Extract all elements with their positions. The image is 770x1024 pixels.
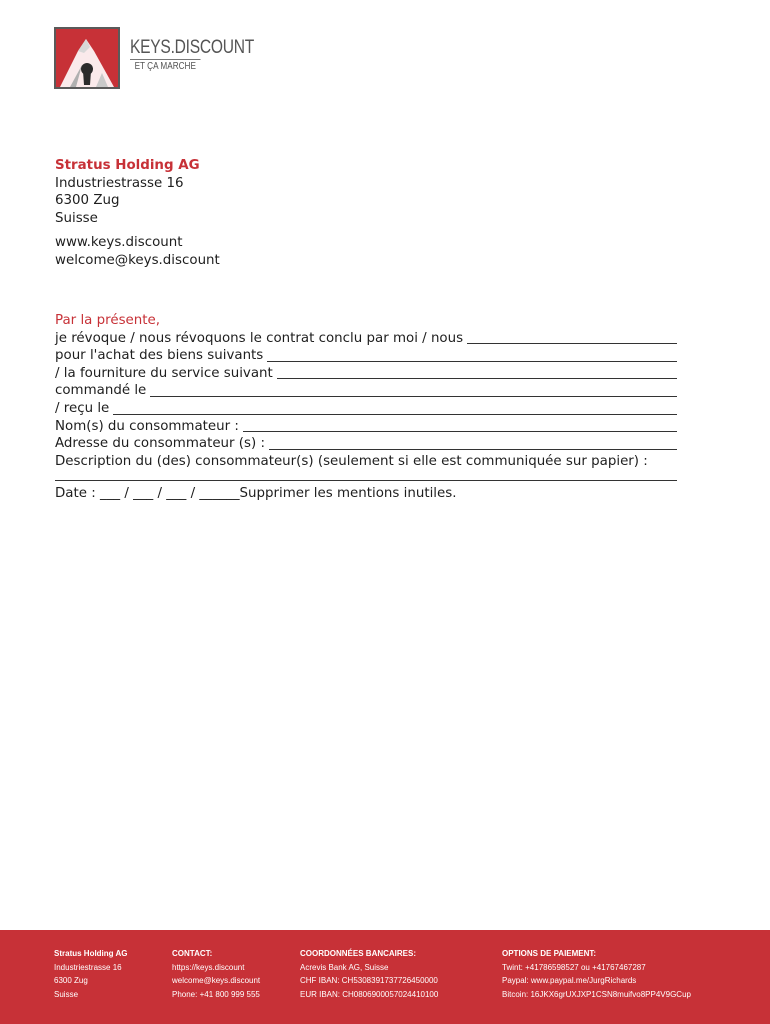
footer-contact-title: CONTACT: (172, 949, 213, 958)
footer-payment-twint: Twint: +41786598527 ou +41767467287 (502, 962, 646, 972)
form-label-contract: je révoque / nous révoquons le contrat conclu par moi / nous (55, 330, 464, 346)
website-link[interactable]: www.keys.discount (55, 235, 183, 251)
form-row-received (55, 400, 677, 418)
goods-fill-line[interactable] (267, 348, 677, 362)
form-label-service: / la fourniture du service suivant (55, 365, 273, 381)
email-link[interactable]: welcome@keys.discount (55, 252, 220, 268)
footer-bank-name: Acrevis Bank AG, Suisse (300, 962, 389, 972)
footer (0, 930, 770, 1024)
footer-contact (172, 947, 260, 1001)
footer-company-street: Industriestrasse 16 (54, 962, 122, 972)
sender-address (55, 157, 220, 270)
footer-payment-bitcoin: Bitcoin: 16JKX6grUXJXP1CSN8muifvo8PP4V9GCup (502, 989, 691, 999)
form-row-contract (55, 330, 677, 348)
withdrawal-form (55, 312, 677, 503)
footer-bank-chf: CHF IBAN: CH5308391737726450000 (300, 976, 438, 985)
footer-contact-phone: Phone: +41 800 999 555 (172, 989, 260, 999)
footer-contact-url[interactable]: https://keys.discount (172, 962, 245, 972)
company-name: Stratus Holding AG (55, 158, 200, 173)
form-row-ordered (55, 382, 677, 400)
form-label-address: Adresse du consommateur (s) : (55, 436, 265, 452)
ordered-fill-line[interactable] (150, 383, 677, 397)
logo-tagline: ET ÇA MARCHE (130, 59, 201, 72)
form-label-ordered: commandé le (55, 383, 147, 399)
description-fill-line[interactable] (55, 470, 677, 481)
footer-contact-email[interactable]: welcome@keys.discount (172, 976, 261, 985)
form-row-name (55, 418, 677, 436)
footer-company-city: 6300 Zug (54, 976, 88, 985)
service-fill-line[interactable] (277, 365, 677, 379)
footer-bank (300, 947, 438, 1001)
footer-bank-eur: EUR IBAN: CH0806900057024410100 (300, 989, 439, 999)
logo-name: KEYS.DISCOUNT (130, 37, 255, 58)
footer-company-title: Stratus Holding AG (54, 949, 128, 958)
form-row-service (55, 365, 677, 383)
footer-company (54, 947, 127, 1001)
address-street: Industriestrasse 16 (55, 175, 184, 191)
form-label-received: / reçu le (55, 400, 110, 416)
address-country: Suisse (55, 210, 98, 226)
mountain-keyhole-icon (54, 27, 120, 89)
logo (54, 27, 281, 89)
address-fill-line[interactable] (269, 436, 677, 450)
form-label-goods: pour l'achat des biens suivants (55, 348, 264, 364)
received-fill-line[interactable] (113, 401, 677, 415)
form-row-goods (55, 347, 677, 365)
name-fill-line[interactable] (243, 418, 677, 432)
footer-company-country: Suisse (54, 989, 79, 999)
footer-payment-title: OPTIONS DE PAIEMENT: (502, 949, 597, 958)
form-label-name: Nom(s) du consommateur : (55, 418, 239, 434)
contract-fill-line[interactable] (467, 330, 677, 344)
footer-payment-paypal[interactable]: Paypal: www.paypal.me/JurgRichards (502, 976, 637, 985)
form-row-address (55, 435, 677, 453)
footer-bank-title: COORDONNÉES BANCAIRES: (300, 949, 417, 958)
footer-payment (502, 947, 691, 1001)
form-label-description: Description du (des) consommateur(s) (seulement si elle est communiquée sur papier) : (55, 453, 648, 469)
form-intro: Par la présente, (55, 313, 161, 328)
date-line: Date : ___ / ___ / ___ / ______Supprimer les mentions inutiles. (55, 486, 457, 502)
address-city: 6300 Zug (55, 193, 120, 209)
